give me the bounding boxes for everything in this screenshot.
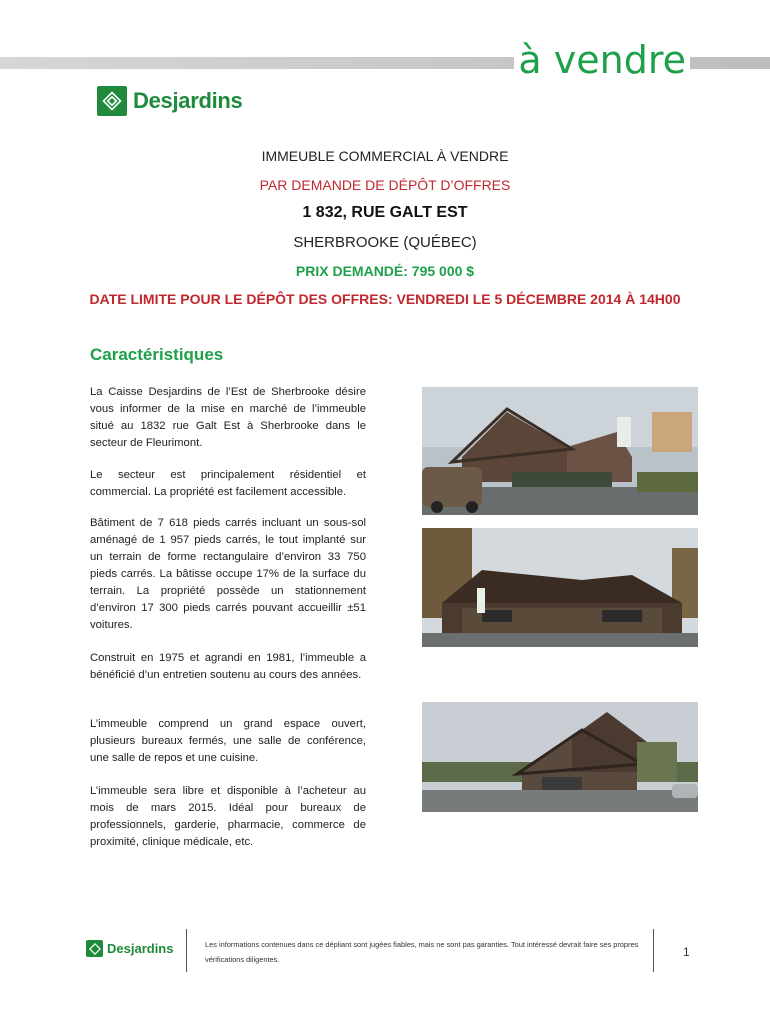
header-sale-method: PAR DEMANDE DE DÉPÔT D’OFFRES xyxy=(259,177,511,193)
paragraph-sector: Le secteur est principalement résidentiel et commercial. La propriété est facilement accessible. xyxy=(90,469,366,498)
header-property-type: IMMEUBLE COMMERCIAL À VENDRE xyxy=(261,148,509,164)
header-price: PRIX DEMANDÉ: 795 000 $ xyxy=(295,263,475,279)
for-sale-banner: à vendre xyxy=(514,36,690,84)
section-title: Caractéristiques xyxy=(90,345,224,364)
footer-desjardins-logo xyxy=(86,940,173,957)
building-photo-front xyxy=(422,387,698,515)
paragraph-intro: La Caisse Desjardins de l’Est de Sherbrooke désire vous informer de la mise en marché de l’immeuble situé au 1832 rue Galt Est à Sherbrooke dans le secteur de Fleurimont. xyxy=(90,386,366,449)
page-number: 1 xyxy=(683,945,690,959)
logo-wordmark: Desjardins xyxy=(133,88,243,113)
header-deadline: DATE LIMITE POUR LE DÉPÔT DES OFFRES: VENDREDI LE 5 DÉCEMBRE 2014 À 14H00 xyxy=(89,291,681,307)
paragraph-history: Construit en 1975 et agrandi en 1981, l’immeuble a bénéficié d’un entretien soutenu au cours des années. xyxy=(90,652,366,681)
header-address: 1 832, RUE GALT EST xyxy=(302,204,468,221)
footer-separator-left xyxy=(186,929,187,972)
paragraph-building: Bâtiment de 7 618 pieds carrés incluant un sous-sol aménagé de 1 957 pieds carrés, le tout implanté sur un terrain de forme rectangulaire d’environ 33 750 pieds carrés. La bâtisse occupe 17% de la surface du terrain. La propriété possède un stationnement d’environ 17 300 pieds carrés pouvant accueillir ±51 voitures. xyxy=(90,517,366,631)
desjardins-logo-icon xyxy=(97,86,127,116)
building-photo-side xyxy=(422,528,698,647)
footer-logo-wordmark: Desjardins xyxy=(107,941,174,956)
paragraph-layout: L’immeuble comprend un grand espace ouvert, plusieurs bureaux fermés, une salle de conférence, une salle de repos et une cuisine. xyxy=(90,718,366,764)
desjardins-logo xyxy=(97,86,243,116)
header-city: SHERBROOKE (QUÉBEC) xyxy=(293,234,477,251)
paragraph-availability: L’immeuble sera libre et disponible à l’acheteur au mois de mars 2015. Idéal pour bureaux de professionnels, garderie, pharmacie, commerce de proximité, clinique médicale, etc. xyxy=(90,785,366,848)
desjardins-logo-icon xyxy=(86,940,103,957)
footer-separator-right xyxy=(653,929,654,972)
footer-disclaimer: Les informations contenues dans ce dépliant sont jugées fiables, mais ne sont pas garanties. Tout intéressé devrait faire ses propres vérifications diligentes. xyxy=(205,940,639,964)
building-photo-rear xyxy=(422,702,698,812)
